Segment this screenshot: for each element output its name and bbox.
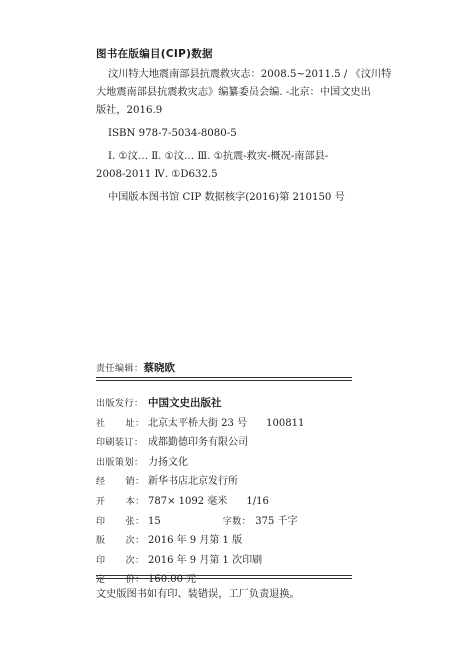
- colophon-value: 成都勤德印务有限公司: [148, 437, 248, 449]
- divider-bottom: [96, 575, 352, 576]
- colophon-extra-label: 字数：: [222, 516, 252, 527]
- colophon-value: 160.00 元: [148, 574, 197, 586]
- cip-classification-line-1: Ⅰ. ①汶… Ⅱ. ①汶… Ⅲ. ①抗震-救灾-概况-南部县-: [108, 151, 329, 162]
- colophon-label: 开 本：: [96, 497, 145, 507]
- colophon-label: 印 张：: [96, 516, 145, 527]
- cip-heading: 图书在版编目(CIP)数据: [96, 48, 213, 60]
- colophon-row: [96, 528, 242, 547]
- colophon-label: 定 价：: [96, 575, 145, 586]
- colophon-row: [96, 391, 222, 410]
- colophon-row: [96, 509, 298, 528]
- colophon-label: 版 次：: [96, 536, 145, 547]
- colophon-value: 北京太平桥大街 23 号 100811: [148, 417, 305, 429]
- colophon-value: 2016 年 9 月第 1 版: [148, 535, 243, 547]
- editor-name: 蔡晓欧: [143, 362, 176, 374]
- colophon-extra-value: 375 千字: [255, 515, 298, 527]
- colophon-value: 力扬文化: [148, 456, 188, 468]
- colophon-row: [96, 567, 196, 586]
- cip-check-number: 中国版本图书馆 CIP 数据核字(2016)第 210150 号: [108, 192, 345, 203]
- colophon-label: 出版策划：: [96, 457, 144, 468]
- colophon-row: [96, 548, 262, 567]
- divider-top: [96, 377, 352, 378]
- colophon-value: 787× 1092 毫米 1/16: [148, 496, 269, 507]
- colophon-label: 社 址：: [96, 418, 145, 429]
- colophon-row: [96, 450, 188, 469]
- colophon-value: 中国文史出版社: [148, 397, 222, 409]
- cip-entry-line-2: 大地震南部县抗震救灾志》编纂委员会编. -北京：中国文史出: [96, 87, 371, 98]
- responsible-editor: [96, 356, 175, 375]
- colophon-label: 经 销：: [96, 477, 145, 488]
- colophon-value: 新华书店北京发行所: [148, 476, 238, 488]
- colophon-row: [96, 411, 304, 430]
- footer-note: 文史版图书如有印、装错误，工厂负责退换。: [96, 589, 300, 600]
- cip-classification-line-2: 2008-2011 Ⅳ. ①D632.5: [96, 169, 218, 180]
- editor-label: 责任编辑：: [96, 364, 144, 374]
- colophon-row: [96, 469, 238, 488]
- cip-isbn: ISBN 978-7-5034-8080-5: [108, 128, 237, 139]
- colophon-label: 印 次：: [96, 555, 145, 566]
- colophon-row: [96, 489, 269, 508]
- colophon-label: 印刷装订：: [96, 438, 144, 449]
- colophon-value: 15: [148, 515, 161, 527]
- colophon-label: 出版发行：: [96, 399, 144, 409]
- cip-entry-line-3: 版社，2016.9: [96, 105, 163, 116]
- cip-entry-line-1: 汶川特大地震南部县抗震救灾志：2008.5~2011.5 / 《汶川特: [108, 69, 392, 80]
- colophon-row: [96, 430, 248, 449]
- colophon-value: 2016 年 9 月第 1 次印刷: [148, 554, 263, 566]
